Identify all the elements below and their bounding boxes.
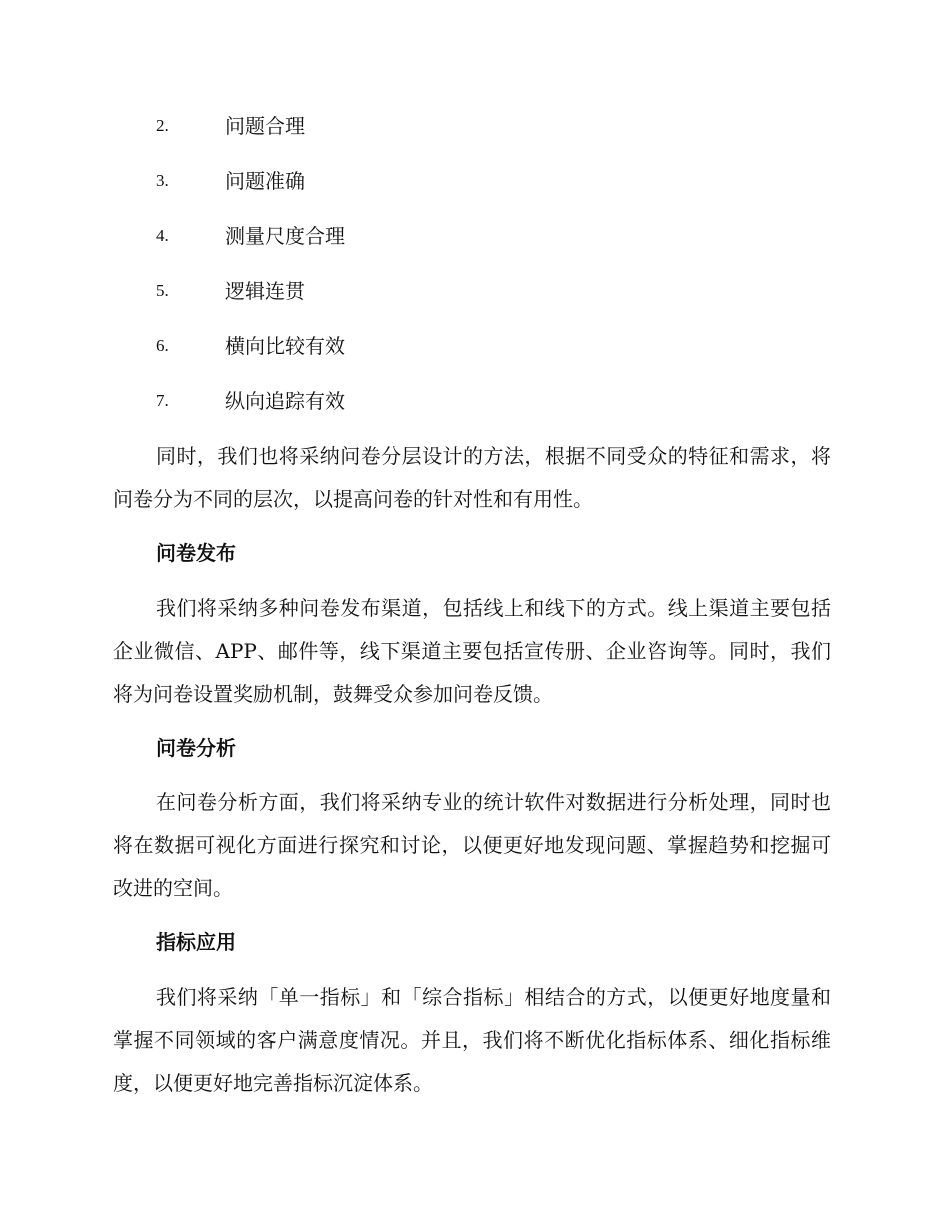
list-item: [0, 381, 950, 436]
section-heading-application: 指标应用: [156, 930, 236, 954]
list-item-number: 3.: [156, 171, 169, 190]
section-heading-analysis: 问卷分析: [156, 736, 236, 760]
list-item-number: 6.: [156, 336, 169, 355]
list-item: [0, 271, 950, 326]
list-item-number: 2.: [156, 116, 169, 135]
list-item-text: 纵向追踪有效: [225, 389, 345, 413]
list-item-number: 7.: [156, 391, 169, 410]
section-heading-release: 问卷发布: [156, 541, 236, 565]
list-item: [0, 106, 950, 161]
paragraph-layering: 同时，我们也将采纳问卷分层设计的方法，根据不同受众的特征和需求，将问卷分为不同的层次，以提高问卷的针对性和有用性。: [113, 444, 831, 511]
list-item-text: 横向比较有效: [225, 334, 345, 358]
paragraph-release: 我们将采纳多种问卷发布渠道，包括线上和线下的方式。线上渠道主要包括企业微信、APP、邮件等，线下渠道主要包括宣传册、企业咨询等。同时，我们将为问卷设置奖励机制，鼓舞受众参加问卷反馈。: [113, 596, 831, 706]
list-item-text: 问题准确: [225, 169, 305, 193]
list-item-text: 测量尺度合理: [225, 224, 345, 248]
list-item: [0, 216, 950, 271]
criteria-list: [0, 106, 950, 436]
list-item-text: 问题合理: [225, 114, 305, 138]
list-item-number: 5.: [156, 281, 169, 300]
list-item: [0, 326, 950, 381]
list-item: [0, 161, 950, 216]
paragraph-application: 我们将采纳「单一指标」和「综合指标」相结合的方式，以便更好地度量和掌握不同领域的客户满意度情况。并且，我们将不断优化指标体系、细化指标维度，以便更好地完善指标沉淀体系。: [113, 985, 831, 1095]
list-item-text: 逻辑连贯: [225, 279, 305, 303]
list-item-number: 4.: [156, 226, 169, 245]
paragraph-analysis: 在问卷分析方面，我们将采纳专业的统计软件对数据进行分析处理，同时也将在数据可视化方面进行探究和讨论，以便更好地发现问题、掌握趋势和挖掘可改进的空间。: [113, 790, 831, 900]
